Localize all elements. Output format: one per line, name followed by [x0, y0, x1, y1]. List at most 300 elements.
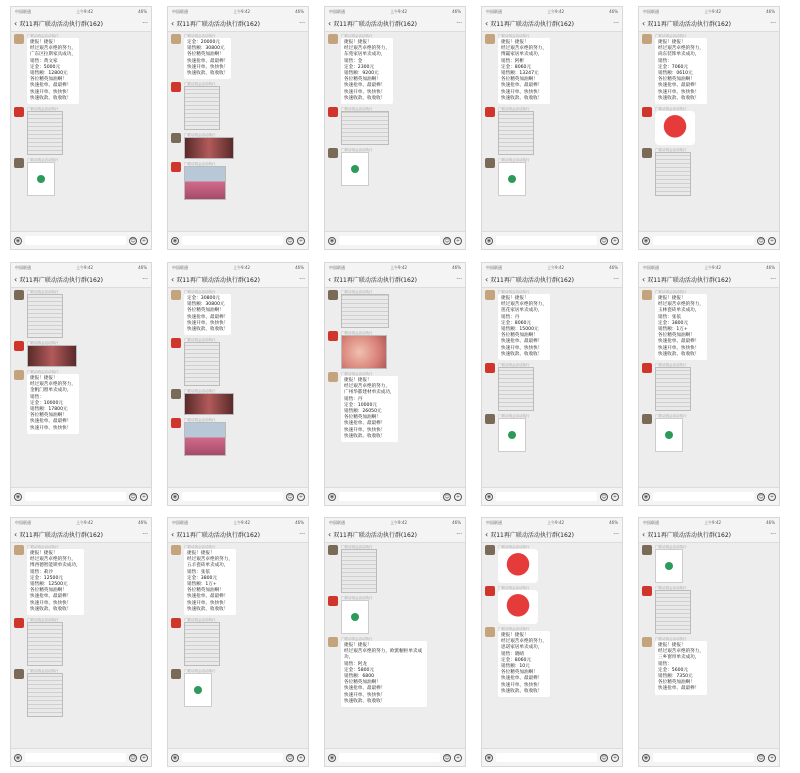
- avatar[interactable]: [642, 414, 652, 424]
- voice-icon[interactable]: ◉: [329, 493, 335, 500]
- sender-name: 广联动再会活动执行: [498, 290, 530, 294]
- emoji-icon[interactable]: ☺: [601, 493, 607, 500]
- message-line: 快速抢单、最最棒！: [501, 676, 543, 682]
- message-line: 各位精英加油啊！: [658, 77, 695, 83]
- photo-message[interactable]: [498, 367, 534, 411]
- plus-icon[interactable]: +: [769, 493, 775, 500]
- message-body: [184, 338, 305, 386]
- message-line: 快速开单、快快快！: [501, 89, 543, 95]
- back-icon[interactable]: ‹: [171, 530, 175, 539]
- plus-icon[interactable]: +: [298, 237, 304, 244]
- voice-icon[interactable]: ◉: [172, 493, 178, 500]
- sender-name: 广联动再会活动执行: [498, 545, 530, 549]
- voice-icon[interactable]: ◉: [329, 237, 335, 244]
- status-bar: [325, 263, 465, 272]
- wechat-logo-icon: [351, 165, 359, 173]
- sender-name: 广联动再会活动执行: [184, 162, 216, 167]
- avatar[interactable]: [14, 158, 24, 168]
- emoji-icon[interactable]: ☺: [287, 754, 293, 761]
- emoji-icon[interactable]: ☺: [444, 754, 450, 761]
- back-icon[interactable]: ‹: [14, 530, 18, 539]
- status-bar: [11, 263, 151, 272]
- sender-name: 广联动再会活动执行: [655, 107, 687, 112]
- message-body: [341, 34, 462, 104]
- status-bar: [168, 263, 308, 272]
- message-bubble[interactable]: [341, 641, 427, 707]
- voice-icon[interactable]: ◉: [486, 493, 492, 500]
- photo-message[interactable]: [27, 111, 63, 155]
- message-input[interactable]: [496, 236, 597, 245]
- message-line: 销售：: [30, 394, 44, 400]
- message-line: 快速开单、快快快！: [658, 89, 700, 95]
- message: [485, 627, 619, 697]
- message-input[interactable]: [182, 753, 283, 762]
- voice-icon[interactable]: ◉: [15, 754, 21, 761]
- chat-title-bar: [11, 16, 151, 32]
- chat-title: 双11再广联动活动执行群(162): [333, 532, 417, 539]
- more-icon[interactable]: ···: [142, 531, 148, 538]
- chat-screenshot-s13: [324, 517, 466, 767]
- message: [642, 545, 776, 583]
- avatar[interactable]: [14, 341, 24, 351]
- message-bubble[interactable]: [27, 549, 84, 615]
- chat-title-bar: [639, 527, 779, 543]
- status-time: 上午9:42: [390, 519, 408, 525]
- message-input[interactable]: [339, 492, 440, 501]
- avatar[interactable]: [642, 148, 652, 158]
- emoji-icon[interactable]: ☺: [287, 493, 293, 500]
- plus-icon[interactable]: +: [141, 754, 147, 761]
- input-bar: [11, 231, 151, 249]
- avatar[interactable]: [328, 372, 338, 382]
- avatar[interactable]: [171, 290, 181, 300]
- status-time: 上午9:42: [233, 519, 251, 525]
- photo-message[interactable]: [655, 152, 691, 196]
- voice-icon[interactable]: ◉: [486, 754, 492, 761]
- sender-name: 广联动再会活动执行: [341, 107, 373, 112]
- avatar[interactable]: [328, 148, 338, 158]
- back-icon[interactable]: ‹: [485, 19, 489, 28]
- more-icon[interactable]: ···: [613, 531, 619, 538]
- message-list[interactable]: [325, 287, 465, 488]
- message-line: 定金：8060元: [501, 64, 532, 70]
- more-icon[interactable]: ···: [770, 20, 776, 27]
- avatar[interactable]: [328, 331, 338, 341]
- avatar[interactable]: [14, 290, 24, 300]
- message-input[interactable]: [25, 236, 126, 245]
- avatar[interactable]: [328, 107, 338, 117]
- photo-message[interactable]: [341, 294, 389, 328]
- sender-name: 广联动再会活动执行: [184, 290, 216, 294]
- voice-icon[interactable]: ◉: [172, 754, 178, 761]
- mini-program-card[interactable]: [655, 549, 683, 583]
- voice-icon[interactable]: ◉: [15, 237, 21, 244]
- message-line: 定金：10000元: [30, 400, 63, 406]
- back-icon[interactable]: ‹: [642, 275, 646, 284]
- emoji-icon[interactable]: ☺: [130, 237, 136, 244]
- video-message[interactable]: [27, 345, 77, 367]
- mini-program-card[interactable]: [498, 418, 526, 452]
- message-line: 快速抢单、最最棒！: [30, 83, 72, 89]
- message-bubble[interactable]: [184, 294, 231, 335]
- more-icon[interactable]: ···: [770, 531, 776, 538]
- message-line: 快速抢单、最最棒！: [658, 83, 700, 89]
- video-message[interactable]: [184, 393, 234, 415]
- message-line: 捷报！捷报！: [501, 40, 529, 45]
- message-list[interactable]: [639, 542, 779, 749]
- message-line: 三乡窗帘单卖成功，: [658, 655, 700, 661]
- avatar[interactable]: [328, 34, 338, 44]
- message-bubble[interactable]: [27, 38, 79, 104]
- emoji-icon[interactable]: ☺: [758, 237, 764, 244]
- message-bubble[interactable]: [498, 38, 550, 104]
- message-list[interactable]: [639, 287, 779, 488]
- more-icon[interactable]: ···: [142, 276, 148, 283]
- avatar[interactable]: [485, 414, 495, 424]
- mini-program-card[interactable]: [184, 673, 212, 707]
- message-body: [184, 545, 305, 615]
- message-body: [27, 158, 148, 196]
- mini-program-card[interactable]: [27, 162, 55, 196]
- avatar[interactable]: [485, 34, 495, 44]
- sticker-image[interactable]: [498, 549, 538, 583]
- message-list[interactable]: [639, 31, 779, 232]
- photo-message[interactable]: [184, 166, 226, 200]
- message-list[interactable]: [325, 31, 465, 232]
- message-list[interactable]: [168, 31, 308, 232]
- chat-title: 双11再广联动活动执行群(162): [19, 532, 103, 539]
- sender-name: 广联动再会活动执行: [27, 370, 59, 374]
- message-line: 快速抢单、最最棒！: [187, 314, 229, 320]
- more-icon[interactable]: ···: [456, 276, 462, 283]
- message-body: [27, 341, 148, 367]
- photo-message[interactable]: [341, 111, 389, 145]
- emoji-icon[interactable]: ☺: [444, 237, 450, 244]
- message-bubble[interactable]: [184, 549, 236, 615]
- emoji-icon[interactable]: ☺: [601, 754, 607, 761]
- message-line: 销售：张依: [187, 569, 210, 575]
- message-list[interactable]: [482, 31, 622, 232]
- avatar[interactable]: [485, 545, 495, 555]
- avatar[interactable]: [171, 133, 181, 143]
- message-body: [655, 148, 776, 196]
- back-icon[interactable]: ‹: [171, 275, 175, 284]
- photo-message[interactable]: [184, 422, 226, 456]
- back-icon[interactable]: ‹: [171, 19, 175, 28]
- mini-program-card[interactable]: [498, 162, 526, 196]
- avatar[interactable]: [328, 545, 338, 555]
- avatar[interactable]: [171, 338, 181, 348]
- message: [642, 414, 776, 452]
- video-message[interactable]: [184, 137, 234, 159]
- plus-icon[interactable]: +: [455, 754, 461, 761]
- plus-icon[interactable]: +: [455, 237, 461, 244]
- message-input[interactable]: [339, 753, 440, 762]
- photo-message[interactable]: [184, 86, 220, 130]
- avatar[interactable]: [328, 290, 338, 300]
- message-bubble[interactable]: [184, 38, 231, 79]
- avatar[interactable]: [328, 596, 338, 606]
- plus-icon[interactable]: +: [141, 237, 147, 244]
- more-icon[interactable]: ···: [299, 276, 305, 283]
- status-battery: 46%: [138, 520, 147, 525]
- message-body: [27, 618, 148, 666]
- plus-icon[interactable]: +: [769, 237, 775, 244]
- chat-title: 双11再广联动活动执行群(162): [647, 277, 731, 284]
- message-bubble[interactable]: [498, 294, 550, 360]
- back-icon[interactable]: ‹: [485, 530, 489, 539]
- plus-icon[interactable]: +: [612, 754, 618, 761]
- status-carrier: 中国联通: [172, 264, 188, 270]
- voice-icon[interactable]: ◉: [172, 237, 178, 244]
- status-carrier: 中国联通: [329, 264, 345, 270]
- message-input[interactable]: [25, 753, 126, 762]
- sender-name: 广联动再会活动执行: [655, 148, 687, 153]
- plus-icon[interactable]: +: [455, 493, 461, 500]
- voice-icon[interactable]: ◉: [643, 754, 649, 761]
- voice-icon[interactable]: ◉: [15, 493, 21, 500]
- more-icon[interactable]: ···: [613, 20, 619, 27]
- avatar[interactable]: [14, 545, 24, 555]
- message-body: [184, 133, 305, 159]
- message-input[interactable]: [182, 492, 283, 501]
- message-line: 快速收款、收收收！: [658, 351, 700, 357]
- message-body: [184, 669, 305, 707]
- plus-icon[interactable]: +: [612, 493, 618, 500]
- photo-message[interactable]: [341, 549, 377, 593]
- message-list[interactable]: [168, 542, 308, 749]
- plus-icon[interactable]: +: [141, 493, 147, 500]
- avatar[interactable]: [171, 418, 181, 428]
- avatar[interactable]: [171, 618, 181, 628]
- avatar[interactable]: [485, 627, 495, 637]
- sender-name: 广联动再会活动执行: [27, 34, 59, 38]
- chat-screenshot-s5: [638, 6, 780, 250]
- status-bar: [168, 518, 308, 527]
- plus-icon[interactable]: +: [298, 493, 304, 500]
- message-bubble[interactable]: [655, 641, 707, 695]
- input-bar: [639, 748, 779, 766]
- message-bubble[interactable]: [655, 38, 707, 104]
- message-line: 快速抢单、最最棒！: [344, 421, 386, 427]
- message-line: 莲花家居单卖成功，: [501, 308, 543, 314]
- voice-icon[interactable]: ◉: [643, 493, 649, 500]
- back-icon[interactable]: ‹: [642, 19, 646, 28]
- more-icon[interactable]: ···: [770, 276, 776, 283]
- plus-icon[interactable]: +: [612, 237, 618, 244]
- back-icon[interactable]: ‹: [485, 275, 489, 284]
- message-bubble[interactable]: [27, 374, 79, 434]
- avatar[interactable]: [171, 669, 181, 679]
- message-line: 各位精英加油啊！: [344, 680, 381, 686]
- avatar[interactable]: [642, 107, 652, 117]
- back-icon[interactable]: ‹: [328, 530, 332, 539]
- status-carrier: 中国联通: [486, 264, 502, 270]
- avatar[interactable]: [642, 586, 652, 596]
- message-body: [184, 82, 305, 130]
- status-carrier: 中国联通: [486, 519, 502, 525]
- photo-message[interactable]: [341, 335, 387, 369]
- avatar[interactable]: [14, 370, 24, 380]
- more-icon[interactable]: ···: [456, 531, 462, 538]
- avatar[interactable]: [171, 545, 181, 555]
- chat-title: 双11再广联动活动执行群(162): [19, 21, 103, 28]
- avatar[interactable]: [14, 669, 24, 679]
- message-bubble[interactable]: [341, 38, 393, 104]
- message: [171, 133, 305, 159]
- input-bar: [325, 487, 465, 505]
- message-line: 东苑家居单卖成功，: [344, 52, 386, 58]
- plus-icon[interactable]: +: [769, 754, 775, 761]
- message-body: [184, 290, 305, 335]
- message: [328, 596, 462, 634]
- message-line: 快速收款、收收收！: [658, 95, 700, 101]
- photo-message[interactable]: [184, 622, 220, 666]
- back-icon[interactable]: ‹: [642, 530, 646, 539]
- message-list[interactable]: [11, 287, 151, 488]
- message: [328, 637, 462, 707]
- emoji-icon[interactable]: ☺: [601, 237, 607, 244]
- plus-icon[interactable]: +: [298, 754, 304, 761]
- photo-message[interactable]: [655, 590, 691, 634]
- more-icon[interactable]: ···: [299, 20, 305, 27]
- avatar[interactable]: [328, 637, 338, 647]
- message-input[interactable]: [496, 753, 597, 762]
- message-line: 销售：金: [344, 58, 363, 64]
- sticker-image[interactable]: [498, 590, 538, 624]
- avatar[interactable]: [642, 290, 652, 300]
- chat-title-bar: [482, 527, 622, 543]
- message-bubble[interactable]: [498, 631, 550, 697]
- voice-icon[interactable]: ◉: [329, 754, 335, 761]
- message-line: 快速开单、快快快！: [344, 427, 386, 433]
- message-body: [498, 34, 619, 104]
- message-list[interactable]: [482, 287, 622, 488]
- avatar[interactable]: [171, 82, 181, 92]
- emoji-icon[interactable]: ☺: [130, 754, 136, 761]
- message-line: 销售额：26050元: [344, 409, 382, 415]
- more-icon[interactable]: ···: [456, 20, 462, 27]
- input-bar: [482, 748, 622, 766]
- photo-message[interactable]: [184, 342, 220, 386]
- message-body: [498, 627, 619, 697]
- avatar[interactable]: [171, 162, 181, 172]
- message-list[interactable]: [11, 31, 151, 232]
- status-carrier: 中国联通: [15, 264, 31, 270]
- avatar[interactable]: [485, 586, 495, 596]
- photo-message[interactable]: [655, 367, 691, 411]
- sticker-image[interactable]: [655, 111, 695, 145]
- avatar[interactable]: [485, 290, 495, 300]
- back-icon[interactable]: ‹: [328, 275, 332, 284]
- message-input[interactable]: [653, 236, 754, 245]
- message: [485, 158, 619, 196]
- more-icon[interactable]: ···: [299, 531, 305, 538]
- sender-name: 广联动再会活动执行: [498, 158, 530, 163]
- message-list[interactable]: [325, 542, 465, 749]
- message-line: 快速抢单、最最棒！: [658, 686, 700, 692]
- more-icon[interactable]: ···: [613, 276, 619, 283]
- message-line: 销售：张依: [658, 314, 681, 320]
- photo-message[interactable]: [27, 673, 63, 717]
- avatar[interactable]: [642, 545, 652, 555]
- input-bar: [325, 231, 465, 249]
- avatar[interactable]: [14, 107, 24, 117]
- mini-program-card[interactable]: [341, 600, 369, 634]
- message-body: [341, 148, 462, 186]
- message-line: 各位精英加油啊！: [501, 333, 538, 339]
- voice-icon[interactable]: ◉: [643, 237, 649, 244]
- message-input[interactable]: [653, 753, 754, 762]
- chat-screenshot-s14: [481, 517, 623, 767]
- message-bubble[interactable]: [655, 294, 707, 360]
- message-line: 销售：丹: [501, 314, 520, 320]
- sender-name: 广联动再会活动执行: [341, 637, 373, 641]
- avatar[interactable]: [14, 618, 24, 628]
- message: [642, 363, 776, 411]
- photo-message[interactable]: [27, 622, 63, 666]
- more-icon[interactable]: ···: [142, 20, 148, 27]
- message-input[interactable]: [339, 236, 440, 245]
- message-list[interactable]: [168, 287, 308, 488]
- message: [642, 107, 776, 145]
- photo-message[interactable]: [498, 111, 534, 155]
- status-battery: 46%: [452, 265, 461, 270]
- emoji-icon[interactable]: ☺: [287, 237, 293, 244]
- message-bubble[interactable]: [341, 376, 398, 442]
- avatar[interactable]: [485, 363, 495, 373]
- back-icon[interactable]: ‹: [14, 275, 18, 284]
- message-input[interactable]: [653, 492, 754, 501]
- photo-message[interactable]: [27, 294, 63, 338]
- voice-icon[interactable]: ◉: [486, 237, 492, 244]
- emoji-icon[interactable]: ☺: [758, 493, 764, 500]
- emoji-icon[interactable]: ☺: [444, 493, 450, 500]
- chat-title-bar: [325, 527, 465, 543]
- mini-program-card[interactable]: [655, 418, 683, 452]
- message-list[interactable]: [482, 542, 622, 749]
- avatar[interactable]: [485, 158, 495, 168]
- avatar[interactable]: [14, 34, 24, 44]
- sender-name: 广联动再会活动执行: [27, 107, 59, 112]
- back-icon[interactable]: ‹: [328, 19, 332, 28]
- message-line: 金帆门窗单卖成功，: [30, 388, 72, 394]
- message-line: 销售额：17800元: [30, 407, 68, 413]
- back-icon[interactable]: ‹: [14, 19, 18, 28]
- avatar[interactable]: [171, 34, 181, 44]
- avatar[interactable]: [642, 637, 652, 647]
- message-line: 销售额：30800元: [187, 46, 225, 52]
- status-carrier: 中国联通: [15, 8, 31, 14]
- avatar[interactable]: [642, 363, 652, 373]
- emoji-icon[interactable]: ☺: [130, 493, 136, 500]
- message-line: 销售：阿龙: [344, 661, 367, 667]
- wechat-logo-icon: [665, 562, 673, 570]
- message-list[interactable]: [11, 542, 151, 749]
- mini-program-card[interactable]: [341, 152, 369, 186]
- message-input[interactable]: [25, 492, 126, 501]
- avatar[interactable]: [485, 107, 495, 117]
- message-line: 捷报！捷报！: [501, 633, 529, 638]
- status-battery: 46%: [609, 9, 618, 14]
- message-input[interactable]: [182, 236, 283, 245]
- message-input[interactable]: [496, 492, 597, 501]
- avatar[interactable]: [171, 389, 181, 399]
- avatar[interactable]: [642, 34, 652, 44]
- emoji-icon[interactable]: ☺: [758, 754, 764, 761]
- chat-title-bar: [639, 272, 779, 288]
- message-line: 销售：莉沙: [30, 569, 53, 575]
